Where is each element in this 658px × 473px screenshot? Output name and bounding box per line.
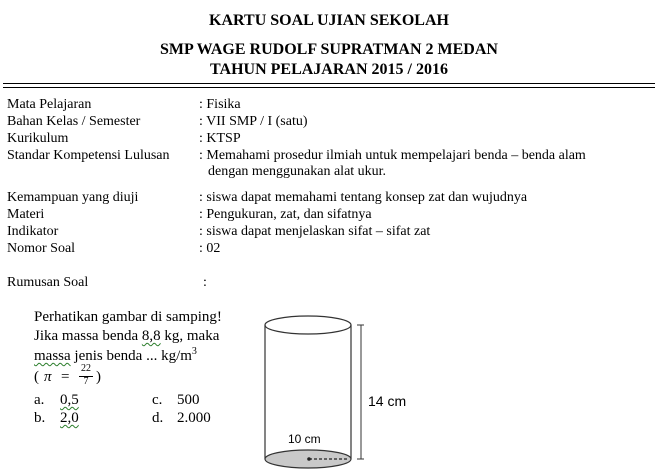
tested-ability-label: Kemampuan yang diuji (7, 190, 139, 205)
pi-numerator: 22 (81, 363, 91, 374)
option-a-letter: a. (34, 392, 45, 408)
pi-close-paren: ) (96, 369, 101, 385)
pi-symbol: π (44, 369, 52, 385)
option-d-letter: d. (152, 410, 164, 426)
option-a-text: 0,5 (60, 392, 79, 408)
option-a-value (60, 392, 79, 409)
subject-label: Mata Pelajaran (7, 97, 92, 112)
question-line-2 (34, 328, 219, 345)
unit-exponent: 3 (191, 346, 197, 357)
pi-open-paren: ( (34, 369, 39, 385)
question-number-label: Nomor Soal (7, 241, 76, 256)
option-d-value: 2.000 (177, 410, 211, 426)
question-formulation-label: Rumusan Soal (7, 275, 89, 290)
competency-standard-label: Standar Kompetensi Lulusan (7, 148, 170, 163)
cylinder-figure (255, 310, 430, 473)
pi-denominator: 7 (83, 376, 89, 387)
tested-ability-value: : siswa dapat memahami tentang konsep zat dan wujudnya (199, 190, 528, 205)
question-line-2-tail: kg, maka (160, 328, 220, 344)
competency-standard-value: : Memahami prosedur ilmiah untuk mempelajari benda – benda alam (199, 148, 586, 163)
question-line-1: Perhatikan gambar di samping! (34, 309, 222, 325)
curriculum-value: : KTSP (199, 131, 241, 146)
class-semester-value: : VII SMP / I (satu) (199, 114, 308, 129)
question-line-3 (34, 346, 197, 365)
pi-equals: = (61, 369, 70, 385)
question-line-2-text: Jika massa benda (34, 328, 142, 344)
indicator-label: Indikator (7, 224, 59, 239)
card-title: KARTU SOAL UJIAN SEKOLAH (209, 12, 449, 29)
height-label: 14 cm (368, 393, 407, 409)
question-number-value: : 02 (199, 241, 221, 256)
academic-year: TAHUN PELAJARAN 2015 / 2016 (210, 61, 448, 78)
material-value: : Pengukuran, zat, dan sifatnya (199, 207, 372, 222)
header-divider-bottom (3, 87, 655, 88)
header-divider-top (3, 83, 655, 84)
material-label: Materi (7, 207, 45, 222)
mass-value: 8,8 (141, 328, 161, 344)
cylinder-top-ellipse (265, 316, 351, 334)
question-line-3-word: massa (34, 348, 71, 364)
option-b-letter: b. (34, 410, 46, 426)
question-formulation-value: : (203, 275, 207, 290)
school-name: SMP WAGE RUDOLF SUPRATMAN 2 MEDAN (160, 41, 498, 58)
competency-standard-value-cont: dengan menggunakan alat ukur. (208, 164, 387, 179)
class-semester-label: Bahan Kelas / Semester (7, 114, 141, 129)
subject-value: : Fisika (199, 97, 241, 112)
option-c-letter: c. (152, 392, 163, 408)
indicator-value: : siswa dapat menjelaskan sifat – sifat zat (199, 224, 431, 239)
base-center-dot (307, 457, 311, 461)
diameter-label: 10 cm (288, 432, 321, 446)
curriculum-label: Kurikulum (7, 131, 69, 146)
question-line-3-text: jenis benda ... kg/m (70, 348, 192, 364)
option-b-text: 2,0 (60, 410, 79, 426)
option-c-value: 500 (177, 392, 200, 408)
option-b-value (60, 410, 79, 427)
